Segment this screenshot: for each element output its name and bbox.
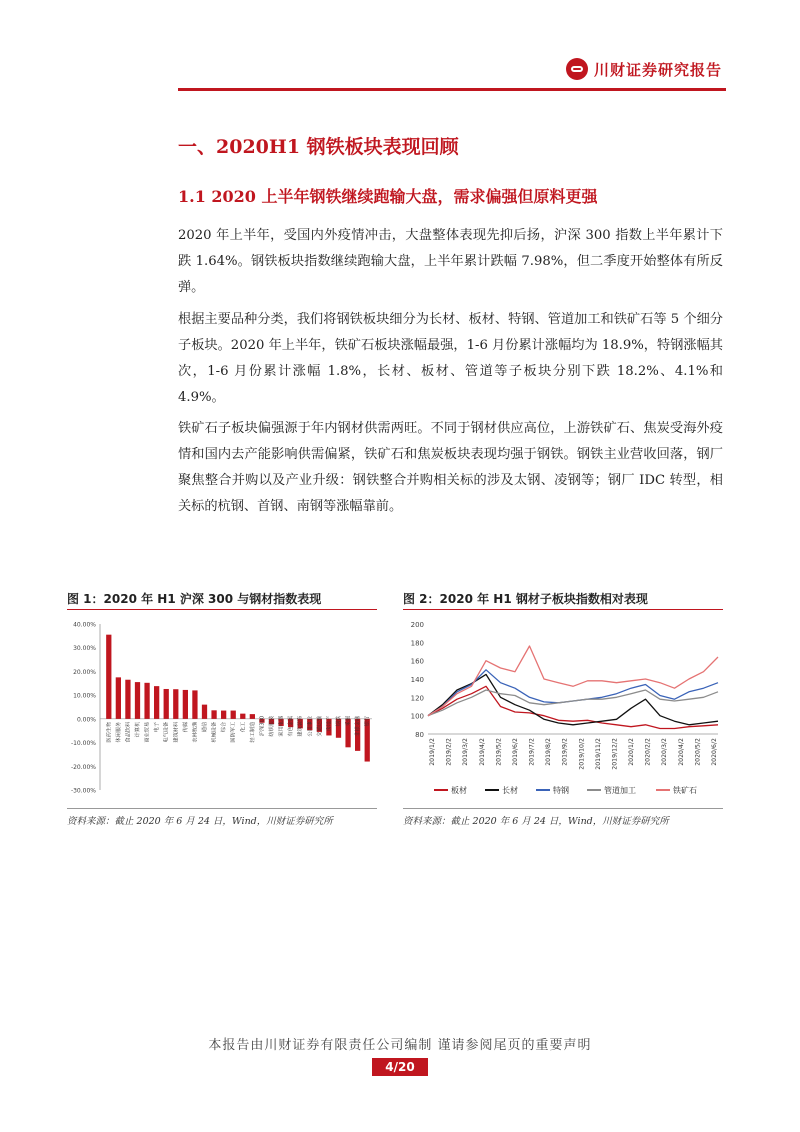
bar <box>106 635 111 719</box>
x-tick-label: 2019/6/2 <box>511 738 519 766</box>
x-tick-label: 2020/4/2 <box>677 738 685 766</box>
category-label: 银行 <box>364 715 371 727</box>
x-tick-label: 2019/9/2 <box>561 738 569 766</box>
y-tick-label: -20.00% <box>70 763 96 771</box>
category-label: 有色金属 <box>288 715 295 737</box>
x-tick-label: 2019/12/2 <box>611 738 619 770</box>
figure1-bottom-rule <box>67 808 377 809</box>
bar <box>125 680 130 719</box>
x-tick-label: 2019/7/2 <box>528 738 536 766</box>
figure1-source: 资料来源：截止 2020 年 6 月 24 日，Wind，川财证券研究所 <box>67 816 333 827</box>
x-tick-label: 2019/8/2 <box>545 738 553 766</box>
figure2-source: 资料来源：截止 2020 年 6 月 24 日，Wind，川财证券研究所 <box>403 816 669 827</box>
y-tick-label: 120 <box>410 694 424 703</box>
category-label: 钢铁 <box>336 715 342 727</box>
category-label: 纺织服装 <box>269 715 275 737</box>
category-label: 计算机 <box>135 721 141 738</box>
bar <box>144 683 149 719</box>
category-label: 休闲服务 <box>115 721 122 743</box>
bar <box>231 711 236 719</box>
legend-label: 铁矿石 <box>673 786 697 795</box>
brand-name: 川财证券研究报告 <box>594 60 723 79</box>
category-label: 非银金融 <box>355 715 362 737</box>
header-rule <box>178 88 726 91</box>
bar <box>192 690 197 718</box>
y-tick-label: 160 <box>410 657 424 666</box>
y-tick-label: 0.00% <box>76 716 96 724</box>
figure2-title-rule <box>403 609 723 610</box>
subsection-title: 1.1 2020 上半年钢铁继续跑输大盘，需求偏强但原料更强 <box>178 187 598 206</box>
figure1-title: 图 1：2020 年 H1 沪深 300 与钢材指数表现 <box>67 592 322 606</box>
x-tick-label: 2020/6/2 <box>711 738 718 766</box>
category-label: 农林牧渔 <box>192 721 199 743</box>
x-tick-label: 2019/1/2 <box>429 738 436 766</box>
y-tick-label: 30.00% <box>73 645 96 653</box>
category-label: 建筑装饰 <box>297 715 304 737</box>
x-tick-label: 2019/5/2 <box>495 738 503 766</box>
bar <box>221 711 226 719</box>
y-tick-label: 200 <box>410 621 424 629</box>
x-tick-label: 2020/3/2 <box>661 738 669 766</box>
category-label: 化工 <box>240 721 247 733</box>
x-tick-label: 2019/2/2 <box>445 738 453 766</box>
figure2-bottom-rule <box>403 808 723 809</box>
y-tick-label: -10.00% <box>70 740 96 748</box>
series-line <box>428 686 718 728</box>
category-label: 食品饮料 <box>125 721 132 743</box>
x-tick-label: 2020/1/2 <box>628 738 636 766</box>
bar <box>154 686 159 719</box>
legend-label: 特钢 <box>553 786 569 795</box>
figure2-title: 图 2：2020 年 H1 钢材子板块指数相对表现 <box>403 592 648 606</box>
category-label: 商业贸易 <box>144 721 151 743</box>
category-label: 国防军工 <box>230 721 237 743</box>
x-tick-label: 2020/2/2 <box>644 738 652 766</box>
bar <box>135 682 140 719</box>
category-label: 公用事业 <box>307 715 314 737</box>
bar <box>164 689 169 719</box>
bar <box>173 689 178 719</box>
y-tick-label: 20.00% <box>73 668 96 676</box>
y-tick-label: 140 <box>410 676 424 684</box>
x-tick-label: 2019/11/2 <box>594 738 602 770</box>
category-label: 建筑材料 <box>173 721 180 743</box>
figure1-bar-chart <box>60 612 380 802</box>
legend-label: 板材 <box>451 786 467 795</box>
category-label: 综合 <box>221 721 228 733</box>
y-tick-label: 40.00% <box>73 621 96 629</box>
bar <box>211 710 216 719</box>
y-tick-label: 180 <box>410 639 424 648</box>
category-label: 机械设备 <box>211 721 218 743</box>
bar <box>183 690 188 719</box>
legend-label: 长材 <box>502 786 518 795</box>
page-number: 4/20 <box>372 1058 428 1076</box>
x-tick-label: 2019/4/2 <box>478 738 486 766</box>
category-label: 电气设备 <box>163 721 170 743</box>
x-tick-label: 2020/5/2 <box>694 738 702 766</box>
category-label: 沪深300 <box>259 715 266 737</box>
y-tick-label: 10.00% <box>73 692 96 700</box>
category-label: 采掘 <box>345 715 352 727</box>
y-tick-label: -30.00% <box>70 787 96 795</box>
x-tick-label: 2019/10/2 <box>578 738 586 770</box>
figure2-line-chart <box>400 612 725 806</box>
category-label: 通信 <box>202 721 208 733</box>
y-tick-label: 80 <box>415 731 424 739</box>
section-title: 一、2020H1 钢铁板块表现回顾 <box>178 136 459 158</box>
x-tick-label: 2019/3/2 <box>462 738 470 766</box>
figure1-title-rule <box>67 609 377 610</box>
category-label: 传媒 <box>182 721 189 733</box>
bar <box>250 714 255 719</box>
category-label: 医药生物 <box>106 721 113 743</box>
category-label: 轻工制造 <box>249 721 256 743</box>
legend-label: 管道加工 <box>604 786 636 795</box>
paragraph-1: 2020 年上半年，受国内外疫情冲击，大盘整体表现先抑后扬，沪深 300 指数上半年累计下跌 1.64%。钢铁板块指数继续跑输大盘，上半年累计跌幅 7.98%，但二季度开始整体有所反弹。 <box>178 228 723 295</box>
brand-logo-icon <box>566 58 588 80</box>
paragraph-3: 铁矿石子板块偏强源于年内钢材供需两旺。不同于钢材供应高位，上游铁矿石、焦炭受海外疫情和国内去产能影响供需偏紧，铁矿石和焦炭板块表现均强于钢铁。钢铁主业营收回落，钢厂聚焦整合并购以及产业升级：钢铁整合并购相关标的涉及太钢、凌钢等；钢厂 IDC 转型，相关标的杭钢、首钢、南钢等涨幅靠前。 <box>178 421 723 514</box>
category-label: 房地产 <box>326 715 333 732</box>
category-label: 交通运输 <box>316 715 323 737</box>
series-line <box>428 646 718 716</box>
bar <box>116 677 121 719</box>
category-label: 电子 <box>154 721 161 733</box>
footer-disclaimer: 本报告由川财证券有限责任公司编制 谨请参阅尾页的重要声明 <box>208 1038 592 1053</box>
y-tick-label: 100 <box>410 712 424 721</box>
bar <box>240 714 245 719</box>
bar <box>202 705 207 719</box>
series-line <box>428 670 718 716</box>
paragraph-2: 根据主要品种分类，我们将钢铁板块细分为长材、板材、特钢、管道加工和铁矿石等 5 个细分子板块。2020 年上半年，铁矿石板块涨幅最强，1-6 月份累计涨幅均为 18.9%，特钢涨幅其次，1-6 月份累计涨幅 1.8%，长材、板材、管道等子板块分别下跌 18.2%、4.1%和 4.9%。 <box>178 312 723 405</box>
category-label: 家用电器 <box>278 715 285 737</box>
header-brand <box>566 58 722 80</box>
